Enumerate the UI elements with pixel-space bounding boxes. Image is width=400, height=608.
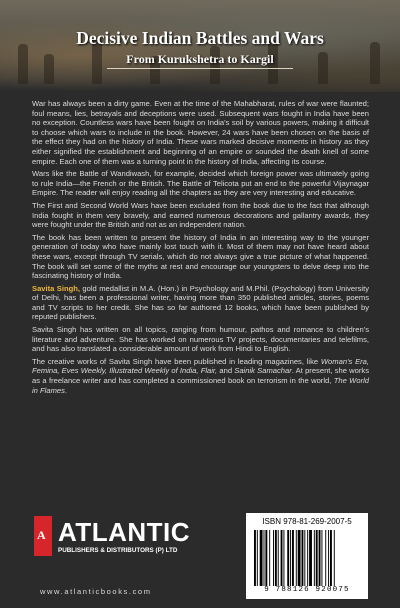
author-bio-paragraph: Savita Singh has written on all topics, ranging from humour, pathos and romance to children's literature and adventure. She has worked on numerous TV projects, documentaries and telefilms, and has also translated a considerable amount of work from Hindi to English. — [32, 325, 369, 354]
book-subtitle — [0, 52, 400, 69]
magazine-list: Woman's Era, Femina, Eves Weekly, Illustrated Weekly of India, Flair, — [32, 356, 369, 376]
subtitle-text: From Kurukshetra to Kargil — [126, 52, 274, 66]
publisher-name: ATLANTIC — [58, 517, 191, 547]
publisher-website: www.atlanticbooks.com — [40, 587, 152, 596]
subtitle-underline — [107, 68, 293, 69]
author-bio-paragraph — [32, 357, 369, 395]
barcode-icon — [254, 530, 360, 586]
blurb-paragraph: Wars like the Battle of Wandiwash, for example, decided which foreign power was ultimately going to rule India—the French or the British. The Battle of Telicota put an end to the powerful Vijaynagar Empire. The reader will enjoy reading all the chapters as they are very interesting and educative. — [32, 169, 369, 198]
footer — [0, 510, 400, 608]
mark-letter: A — [37, 528, 46, 542]
publisher-subtitle: PUBLISHERS & DISTRIBUTORS (P) LTD — [58, 547, 178, 554]
bio-text: . — [64, 385, 68, 395]
bio-text: . At present, she works as a freelance writer and has completed a commissioned book on terrorism in the world, — [32, 366, 370, 386]
book-name: The World in Flames — [32, 376, 370, 395]
author-bio-paragraph — [32, 284, 369, 322]
bio-text: The creative works of Savita Singh have been published in leading magazines, like — [32, 356, 321, 366]
isbn-label: ISBN 978-81-269-2007-5 — [262, 517, 352, 526]
blurb — [32, 99, 369, 398]
blurb-paragraph: The First and Second World Wars have been excluded from the book due to the fact that although India fought in them very bravely, and earned numerous decorations and gallantry awards, they were fought under the British and not as an independent nation. — [32, 200, 369, 230]
book-title: Decisive Indian Battles and Wars — [76, 28, 324, 48]
battle-scene-banner — [0, 0, 400, 92]
author-bio-text: gold medallist in M.A. (Hon.) in Psychology and M.Phil. (Psychology) from University of Delhi, has been a professional writer, having more than 350 published articles, stories, poems and TV scripts to her credit. She has so far authored 12 books, which have been published by reputed publishers. — [32, 283, 369, 322]
magazine-name: Sainik Samachar — [234, 366, 292, 376]
barcode-number: 9 788126 920075 — [264, 586, 350, 594]
blurb-paragraph: War has always been a dirty game. Even at the time of the Mahabharat, rules of war were flaunted; foul means, lies, betrayals and deceptions were used. Subsequent wars fought in India have been no exception. Countless wars have been fought on India's soil by various powers, making it difficult to choose which wars to include in the book. However, 24 wars have been chosen on the basis of the effect they had on the history of India. These wars marked decisive moments in history as they either signified the establishment and beginning of an empire or sounded the death knell of some empire. Each one of them was a turning point in the history of India, affecting its course. — [32, 99, 369, 166]
publisher-logo — [34, 512, 191, 562]
publisher-mark-icon — [34, 516, 52, 556]
isbn-barcode-panel — [246, 513, 368, 599]
author-name: Savita Singh, — [32, 283, 80, 293]
bio-text: and — [217, 366, 235, 376]
blurb-paragraph: The book has been written to present the history of India in an interesting way to the younger generation of today who have mainly lost touch with it. Most of them may not have heard about these wars, except through TV serials, which do not always give a true picture of what happened. The book will set some of the myths at rest and encourage our youngsters to delve deep into the fascinating history of India. — [32, 232, 369, 281]
